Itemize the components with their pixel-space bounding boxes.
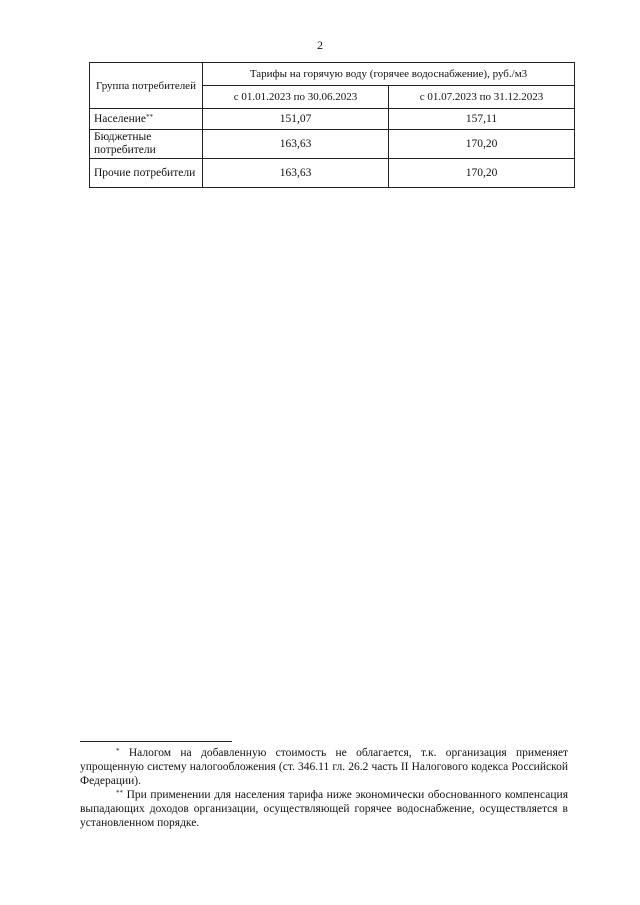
table-row xyxy=(90,159,575,188)
row-label-budget: Бюджетные потребители xyxy=(90,130,203,159)
footnote-text: Налогом на добавленную стоимость не облагается, т.к. организация применяет упрощенную систему налогообложения (ст. 346.11 гл. 26.2 часть II Налогового кодекса Российской Федерации). xyxy=(80,747,568,787)
footnote-text: При применении для населения тарифа ниже экономически обоснованного компенсация выпадающих доходов организации, осуществляющей горячее водоснабжение, осуществляется в установленном порядке. xyxy=(80,789,568,829)
header-group-cell: Группа потребителей xyxy=(90,63,203,109)
row-value: 157,11 xyxy=(389,109,575,130)
footnote-mark: * xyxy=(116,747,120,755)
table-row xyxy=(90,130,575,159)
row-label-population xyxy=(90,109,203,130)
footnote-mark: ** xyxy=(146,112,154,121)
tariff-table xyxy=(89,62,575,188)
row-value: 151,07 xyxy=(203,109,389,130)
row-value: 170,20 xyxy=(389,159,575,188)
footnote-compensation xyxy=(80,788,568,830)
row-value: 163,63 xyxy=(203,130,389,159)
footnote-mark: ** xyxy=(116,789,123,797)
row-label-text: Население xyxy=(94,112,147,125)
period-cell-second-half: с 01.07.2023 по 31.12.2023 xyxy=(389,86,575,109)
table-row xyxy=(90,109,575,130)
footnote-divider xyxy=(80,741,232,742)
row-value: 163,63 xyxy=(203,159,389,188)
header-tariff-cell: Тарифы на горячую воду (горячее водоснабжение), руб./м3 xyxy=(203,63,575,86)
period-cell-first-half: с 01.01.2023 по 30.06.2023 xyxy=(203,86,389,109)
footnotes xyxy=(80,746,568,830)
row-label-other: Прочие потребители xyxy=(90,159,203,188)
table-header-row xyxy=(90,63,575,86)
row-value: 170,20 xyxy=(389,130,575,159)
page-number: 2 xyxy=(317,38,323,52)
footnote-vat xyxy=(80,746,568,788)
